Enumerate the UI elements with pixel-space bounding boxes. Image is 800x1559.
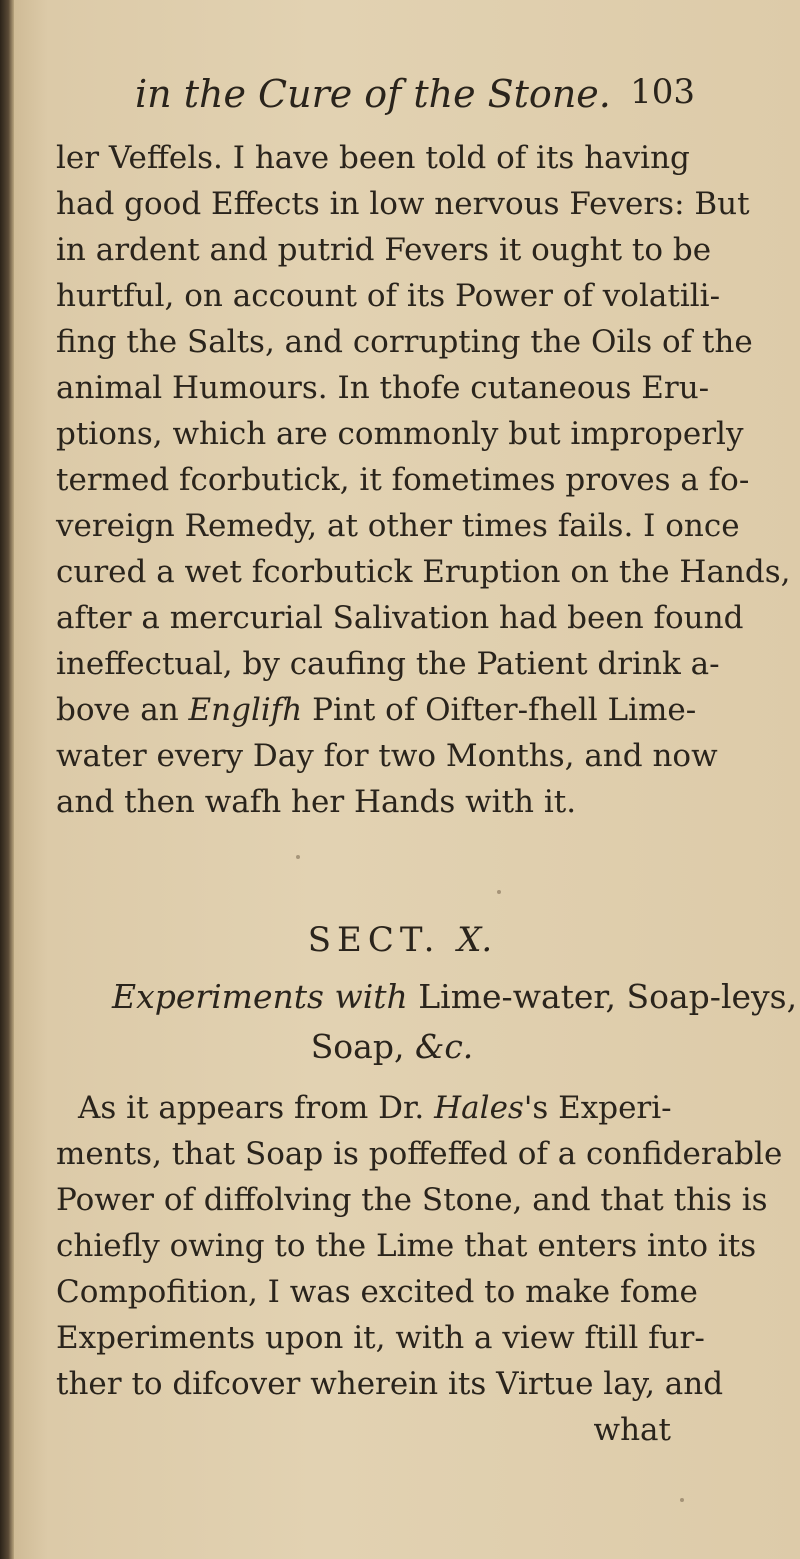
section-number: X. bbox=[457, 920, 493, 960]
catchword: what bbox=[593, 1412, 671, 1448]
paper-speck bbox=[497, 890, 501, 894]
text-line: ptions, which are commonly but improperly bbox=[56, 416, 744, 452]
subtitle-line bbox=[112, 1022, 672, 1072]
subtitle-italic: &c. bbox=[414, 1027, 474, 1066]
subtitle-italic: Experiments with bbox=[112, 977, 408, 1016]
text-fragment: As it appears from Dr. bbox=[78, 1090, 435, 1126]
text-line: animal Humours. In thofe cutaneous Eru- bbox=[56, 370, 710, 406]
page-number: 103 bbox=[630, 72, 695, 112]
text-fragment: 's Experi- bbox=[523, 1090, 672, 1126]
text-line: water every Day for two Months, and now bbox=[56, 738, 718, 774]
section-label: SECT. bbox=[307, 920, 441, 960]
subtitle-text: Soap, bbox=[310, 1027, 415, 1066]
text-line bbox=[56, 1085, 671, 1131]
text-fragment: bove an bbox=[56, 692, 189, 728]
text-line: after a mercurial Salivation had been found bbox=[56, 600, 744, 636]
text-line: hurtful, on account of its Power of volatili- bbox=[56, 278, 721, 314]
text-line: Power of diffolving the Stone, and that this is bbox=[56, 1182, 768, 1218]
text-line: had good Effects in low nervous Fevers: But bbox=[56, 186, 750, 222]
italic-word: Englifh bbox=[188, 692, 303, 728]
text-line bbox=[56, 687, 697, 733]
subtitle-text: Lime-water, Soap-leys, bbox=[407, 977, 798, 1016]
text-line: Experiments upon it, with a view ftill fur- bbox=[56, 1320, 705, 1356]
text-line: Compofition, I was excited to make fome bbox=[56, 1274, 698, 1310]
paragraph-2 bbox=[56, 1085, 783, 1453]
running-head-title: in the Cure of the Stone. bbox=[135, 72, 611, 116]
text-line: ments, that Soap is poffeffed of a confiderable bbox=[56, 1136, 783, 1172]
section-subtitle bbox=[112, 972, 798, 1072]
italic-word: Hales bbox=[434, 1090, 524, 1126]
text-line: fing the Salts, and corrupting the Oils of the bbox=[56, 324, 753, 360]
running-head bbox=[135, 72, 695, 116]
text-line: chiefly owing to the Lime that enters into its bbox=[56, 1228, 757, 1264]
text-line: in ardent and putrid Fevers it ought to be bbox=[56, 232, 712, 268]
text-line: and then wafh her Hands with it. bbox=[56, 784, 577, 820]
text-line: vereign Remedy, at other times fails. I once bbox=[56, 508, 740, 544]
paper-speck bbox=[680, 1498, 684, 1502]
book-spine-shadow bbox=[0, 0, 14, 1559]
section-heading bbox=[0, 920, 800, 960]
paper-speck bbox=[296, 855, 300, 859]
text-line: cured a wet fcorbutick Eruption on the Hands, bbox=[56, 554, 791, 590]
subtitle-line bbox=[112, 972, 798, 1022]
paragraph-1 bbox=[56, 135, 791, 825]
text-line: ler Veffels. I have been told of its having bbox=[56, 140, 690, 176]
text-line: ther to difcover wherein its Virtue lay, and bbox=[56, 1366, 724, 1402]
text-line: ineffectual, by caufing the Patient drink a- bbox=[56, 646, 720, 682]
text-fragment: Pint of Oifter-fhell Lime- bbox=[302, 692, 697, 728]
text-line: termed fcorbutick, it fometimes proves a fo- bbox=[56, 462, 750, 498]
